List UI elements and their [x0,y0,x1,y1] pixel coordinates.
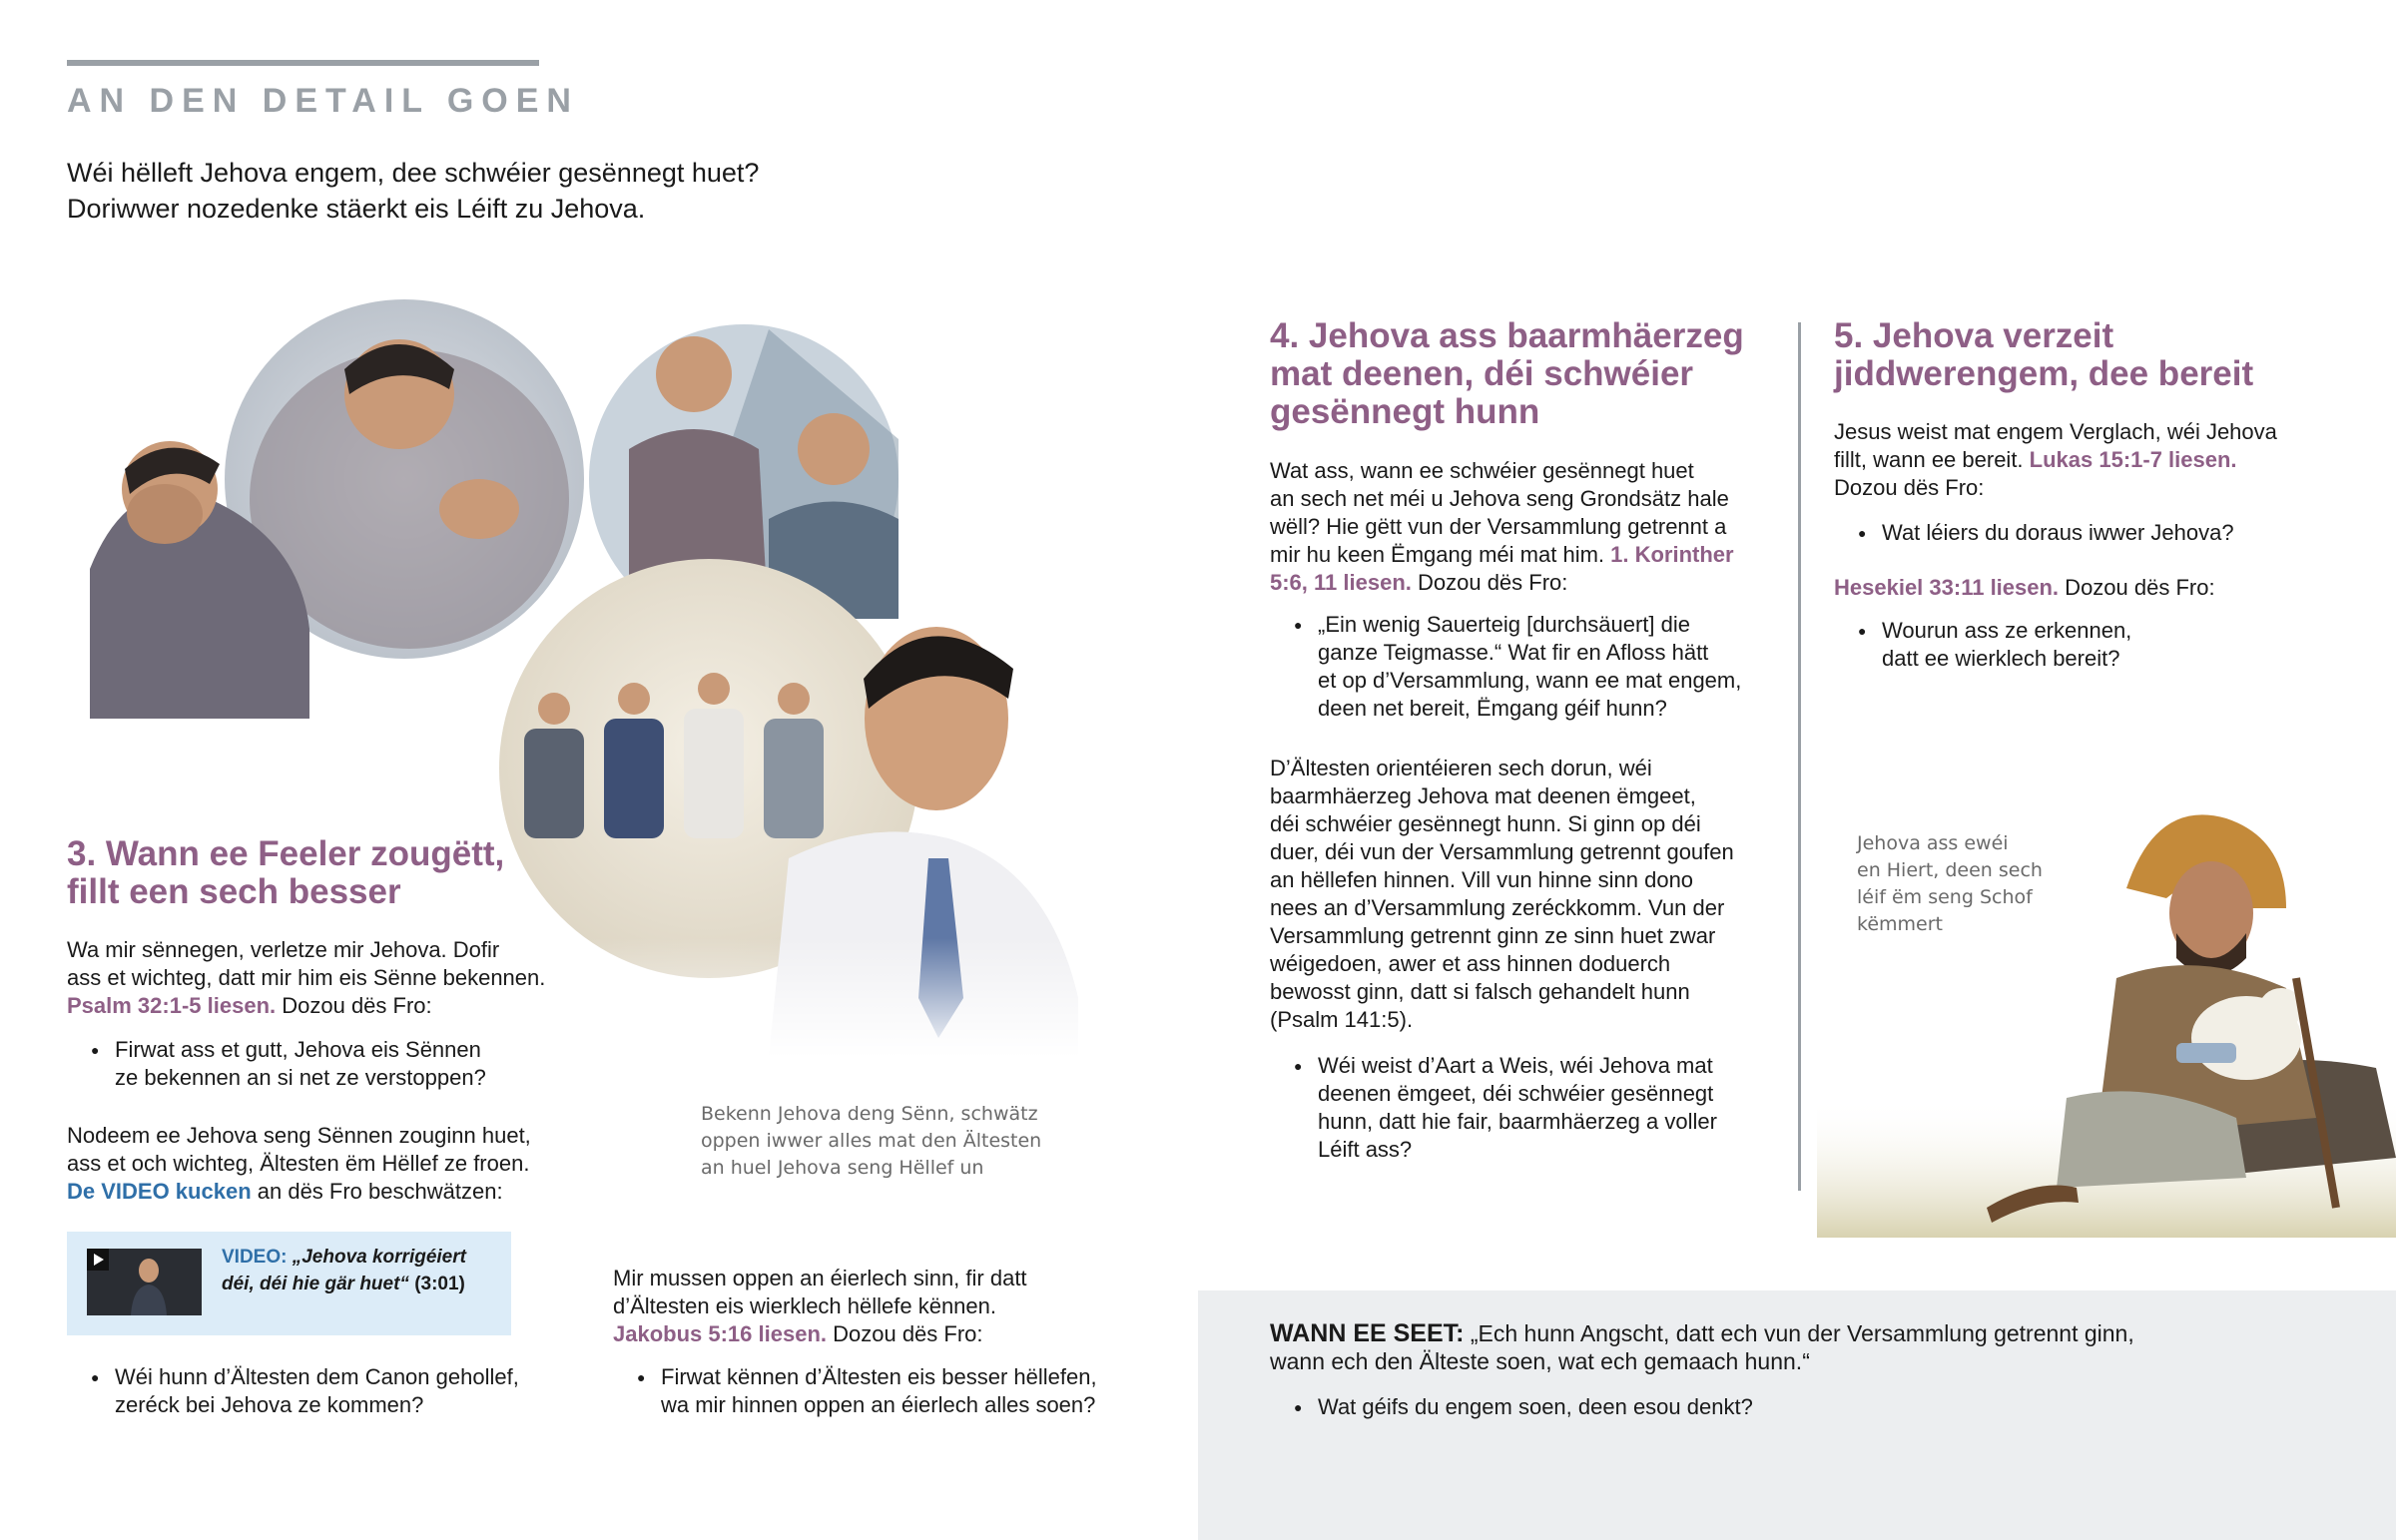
section-5-bullet-2 [1834,617,2131,673]
section-5-paragraph-1: Jesus weist mat engem Verglach, wéi Jehova fillt, wann ee bereit. Lukas 15:1-7 liesen. Dozou dës Fro: [1834,419,2277,500]
middle-bullet [613,1363,1097,1419]
video-thumbnail-image [87,1249,202,1315]
scripture-james-5[interactable]: Jakobus 5:16 liesen. [613,1321,827,1346]
section-4-bullet-1 [1270,611,1741,723]
section-3-paragraph-2: Nodeem ee Jehova seng Sënnen zouginn huet, ass et och wichteg, Ältesten ëm Hëllef ze froen. De VIDEO kucken an dës Fro beschwätzen: [67,1123,531,1204]
section-kicker: AN DEN DETAIL GOEN [67,82,579,120]
bullet-item: ● Firwat kënnen d’Ältesten eis besser hëllefen, wa mir hinnen oppen an éierlech alles soen? [613,1363,1097,1419]
section-3-heading: 3. Wann ee Feeler zougëtt, fillt een sech besser [67,834,505,911]
video-title[interactable]: VIDEO: „Jehova korrigéiert déi, déi hie gär huet“ (3:01) [222,1247,466,1294]
section-5-paragraph-2: Hesekiel 33:11 liesen. Dozou dës Fro: [1834,575,2215,600]
section-5-heading: 5. Jehova verzeit jiddwerengem, dee bereit [1834,316,2254,393]
bullet-item: ● Wourun ass ze erkennen, datt ee wierklech bereit? [1834,617,2131,673]
section-3-bullet-1 [67,1036,486,1092]
scripture-1-corinthians-5[interactable]: 1. Korinther [1604,542,1734,567]
video-thumbnail[interactable] [87,1249,202,1315]
section-4-paragraph-2: D’Ältesten orientéieren sech dorun, wéi baarmhäerzeg Jehova mat deenen ëmgeet, déi schwéier gesënnegt hunn. Si ginn op déi duer, déi vun der Versammlung getrennt goufen an hëllefen hinnen. Vill vun hinne sinn dono nees an d’Versammlung zeréckkomm. Vun der Versammlung getrennt ginn ze sinn huet zwar wéigedoen, awer et ass hinnen doduerch bewosst ginn, datt si falsch gehandelt hunn (Psalm 141:5). [1270,756,1734,1032]
bullet-item: ● Wat léiers du doraus iwwer Jehova? [1834,519,2234,547]
column-divider [1798,322,1801,1191]
section-4-heading: 4. Jehova ass baarmhäerzeg mat deenen, déi schwéier gesënnegt hunn [1270,316,1744,431]
section-5-bullet-1 [1834,519,2234,547]
scripture-ezekiel-33[interactable]: Hesekiel 33:11 liesen. [1834,575,2060,600]
bullet-item: ● Wéi weist d’Aart a Weis, wéi Jehova mat deenen ëmgeet, déi schwéier gesënnegt hunn, datt hie fair, baarmhäerzeg a voller Léift ass? [1270,1052,1717,1164]
someone-says-bullet [1270,1393,1753,1421]
illustration-caption-confession: Bekenn Jehova deng Sënn, schwätz oppen iwwer alles mat den Ältesten an huel Jehova seng Hëllef un [701,1103,1042,1179]
scripture-psalm-32[interactable]: Psalm 32:1-5 liesen. [67,993,277,1018]
section-4-bullet-2 [1270,1052,1717,1164]
intro-text: Wéi hëlleft Jehova engem, dee schwéier gesënnegt huet? Doriwwer nozedenke stäerkt eis Léift zu Jehova. [67,158,760,224]
bullet-item: ● Wat géifs du engem soen, deen esou denkt? [1270,1393,1753,1421]
section-4-paragraph-1: Wat ass, wann ee schwéier gesënnegt huet an sech net méi u Jehova seng Grondsätz hale wëll? Hie gëtt vun der Versammlung getrennt a mir hu keen Ëmgang méi mat him. 1. Korinther 5:6, 11 liesen. Dozou dës Fro: [1270,458,1734,595]
video-link[interactable]: De VIDEO kucken [67,1179,252,1204]
someone-says-text: WANN EE SEET: „Ech hunn Angscht, datt ech vun der Versammlung getrennt ginn, wann ech den Älteste soen, wat ech gemaach hunn.“ [1270,1319,2134,1374]
middle-paragraph: Mir mussen oppen an éierlech sinn, fir datt d’Ältesten eis wierklech hëllefe kënnen. Jakobus 5:16 liesen. Dozou dës Fro: [613,1266,1027,1346]
someone-says-label: WANN EE SEET: [1270,1319,1465,1347]
scripture-1-corinthians-5-cont[interactable]: 5:6, 11 liesen. [1270,570,1412,595]
bullet-item: ● Firwat ass et gutt, Jehova eis Sënnen ze bekennen an si net ze verstoppen? [67,1036,486,1092]
header-rule [67,60,539,66]
section-3-bullet-2 [67,1363,519,1419]
scripture-luke-15[interactable]: Lukas 15:1-7 liesen. [2023,447,2237,472]
bullet-item: ● Wéi hunn d’Ältesten dem Canon gehollef, zeréck bei Jehova ze kommen? [67,1363,519,1419]
illustration-caption-shepherd: Jehova ass ewéi en Hiert, deen sech léif ëm seng Schof këmmert [1857,832,2043,935]
bullet-item: ● „Ein wenig Sauerteig [durchsäuert] die ganze Teigmasse.“ Wat fir en Afloss hätt et op d’Versammlung, wann ee mat engem, deen net bereit, Ëmgang géif hunn? [1270,611,1741,723]
section-3-paragraph-1: Wa mir sënnegen, verletze mir Jehova. Dofir ass et wichteg, datt mir him eis Sënne bekennen. Psalm 32:1-5 liesen. Dozou dës Fro: [67,937,546,1018]
